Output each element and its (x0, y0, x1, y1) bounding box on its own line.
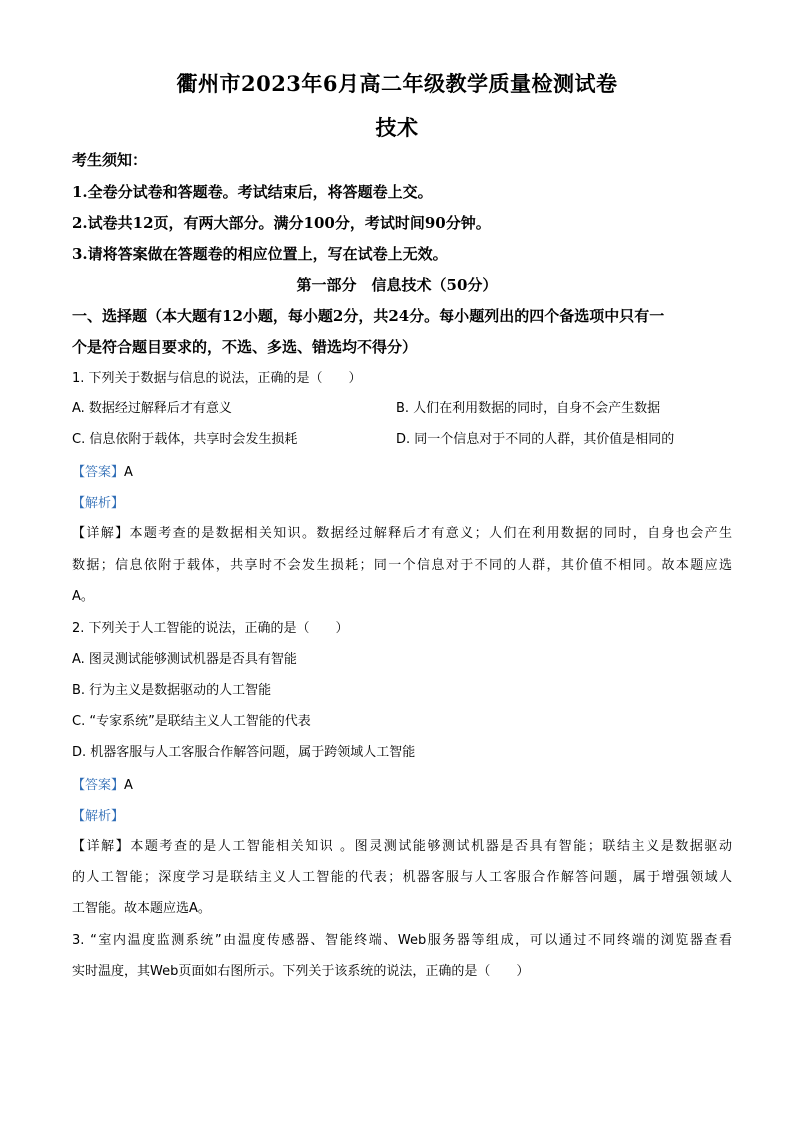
exam-title: 衢州市2023年6月高二年级教学质量检测试卷 (176, 71, 618, 96)
q3-stem-line-1: 3. “室内温度监测系统”由温度传感器、智能终端、Web服务器等组成，可以通过不同终端的浏览器查看 (72, 933, 732, 948)
detail-tag: 【详解】 (72, 839, 131, 854)
q2-detail-line-3: 工智能。故本题应选A。 (72, 901, 211, 916)
q2-detail-line-1 (72, 837, 732, 857)
detail-text: 本题考查的是数据相关知识。数据经过解释后才有意义；人们在利用数据的同时，自身也会产生 (129, 526, 732, 541)
subject-title: 技术 (375, 115, 419, 140)
notice-item-3: 3.请将答案做在答题卷的相应位置上，写在试卷上无效。 (72, 245, 448, 263)
q2-analysis (72, 806, 732, 827)
analysis-tag: 【解析】 (72, 496, 125, 511)
q2-option-b: B. 行为主义是数据驱动的人工智能 (72, 683, 272, 698)
q1-option-d: D. 同一个信息对于不同的人群，其价值是相同的 (396, 432, 675, 447)
section-instructions-line-1: 一、选择题（本大题有12小题，每小题2分，共24分。每小题列出的四个备选项中只有一 (72, 307, 665, 325)
detail-text: 本题考查的是人工智能相关知识 。图灵测试能够测试机器是否具有智能；联结主义是数据驱动 (130, 839, 732, 854)
notice-heading: 考生须知： (72, 151, 148, 169)
q2-answer (72, 775, 732, 796)
notice-item-2: 2.试卷共12页，有两大部分。满分100分，考试时间90分钟。 (72, 214, 491, 232)
q1-stem: 1. 下列关于数据与信息的说法，正确的是（ ） (72, 371, 362, 386)
analysis-tag: 【解析】 (72, 809, 125, 824)
notice-item-1: 1.全卷分试卷和答题卷。考试结束后，将答题卷上交。 (72, 183, 433, 201)
section-instructions-line-2: 个是符合题目要求的，不选、多选、错选均不得分） (72, 338, 418, 356)
part-heading: 第一部分 信息技术（50分） (296, 276, 498, 294)
q1-analysis (72, 493, 732, 514)
detail-tag: 【详解】 (72, 526, 130, 541)
q1-answer (72, 462, 732, 483)
q1-option-a: A. 数据经过解释后才有意义 (72, 401, 232, 416)
answer-tag: 【答案】 (72, 778, 125, 793)
q1-detail-line-1 (72, 524, 732, 544)
q2-option-a: A. 图灵测试能够测试机器是否具有智能 (72, 652, 297, 667)
q2-stem: 2. 下列关于人工智能的说法，正确的是（ ） (72, 621, 349, 636)
answer-value: A (124, 465, 133, 480)
q2-detail-line-2: 的人工智能；深度学习是联结主义人工智能的代表；机器客服与人工客服合作解答问题，属于增强领域人 (72, 870, 732, 885)
q2-option-c: C. “专家系统”是联结主义人工智能的代表 (72, 714, 311, 729)
answer-tag: 【答案】 (72, 465, 125, 480)
q1-detail-line-2: 数据；信息依附于载体，共享时不会发生损耗；同一个信息对于不同的人群，其价值不相同。故本题应选 (72, 558, 732, 573)
q2-option-d: D. 机器客服与人工客服合作解答问题，属于跨领域人工智能 (72, 745, 416, 760)
q1-option-b: B. 人们在利用数据的同时，自身不会产生数据 (396, 401, 661, 416)
q3-stem-line-2: 实时温度，其Web页面如右图所示。下列关于该系统的说法，正确的是（ ） (72, 964, 530, 979)
q1-option-c: C. 信息依附于载体，共享时会发生损耗 (72, 432, 298, 447)
answer-value: A (124, 778, 133, 793)
q1-detail-line-3: A。 (72, 589, 94, 604)
